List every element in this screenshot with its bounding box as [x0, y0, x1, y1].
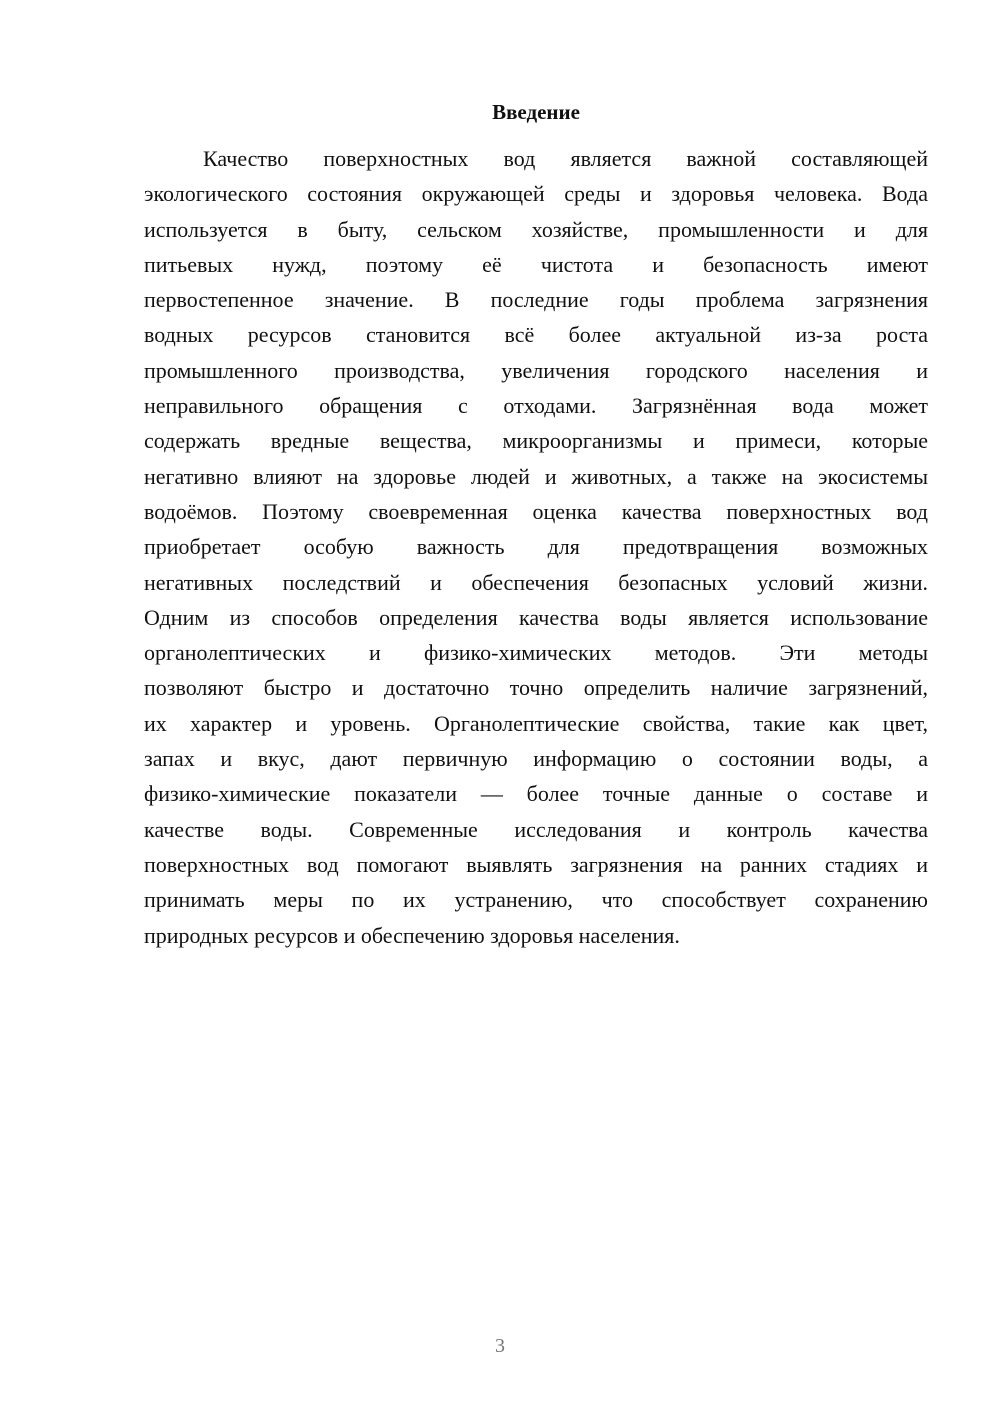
paragraph-line: водных ресурсов становится всё более актуальной из-за роста: [144, 322, 928, 348]
paragraph-line: органолептических и физико-химических методов. Эти методы: [144, 640, 928, 666]
paragraph-line: принимать меры по их устранению, что способствует сохранению: [144, 887, 928, 913]
paragraph-line: водоёмов. Поэтому своевременная оценка качества поверхностных вод: [144, 498, 928, 524]
paragraph-line: промышленного производства, увеличения городского населения и: [144, 357, 928, 383]
page-number: 3: [495, 1335, 505, 1357]
paragraph-line: позволяют быстро и достаточно точно определить наличие загрязнений,: [144, 675, 928, 701]
paragraph-line: экологического состояния окружающей среды и здоровья человека. Вода: [144, 181, 928, 207]
paragraph-line: негативных последствий и обеспечения безопасных условий жизни.: [144, 569, 928, 595]
paragraph-line: содержать вредные вещества, микроорганизмы и примеси, которые: [144, 428, 928, 454]
body-paragraph: [144, 141, 928, 953]
paragraph-line: их характер и уровень. Органолептические свойства, такие как цвет,: [144, 710, 928, 736]
paragraph-line: питьевых нужд, поэтому её чистота и безопасность имеют: [144, 251, 928, 277]
section-heading: Введение: [492, 100, 580, 124]
paragraph-line: Одним из способов определения качества воды является использование: [144, 604, 928, 630]
paragraph-line: физико-химические показатели — более точные данные о составе и: [144, 781, 928, 807]
paragraph-line: Качество поверхностных вод является важной составляющей: [203, 146, 928, 171]
paragraph-line: негативно влияют на здоровье людей и животных, а также на экосистемы: [144, 463, 928, 489]
paragraph-line: запах и вкус, дают первичную информацию о состоянии воды, а: [144, 746, 928, 772]
paragraph-line: природных ресурсов и обеспечению здоровья населения.: [144, 922, 680, 948]
paragraph-line: первостепенное значение. В последние годы проблема загрязнения: [144, 287, 928, 313]
paragraph-line: качестве воды. Современные исследования и контроль качества: [144, 816, 928, 842]
paragraph-line: приобретает особую важность для предотвращения возможных: [144, 534, 928, 560]
paragraph-line: поверхностных вод помогают выявлять загрязнения на ранних стадиях и: [144, 851, 928, 877]
paragraph-line: неправильного обращения с отходами. Загрязнённая вода может: [144, 393, 928, 419]
paragraph-line: используется в быту, сельском хозяйстве, промышленности и для: [144, 216, 928, 242]
